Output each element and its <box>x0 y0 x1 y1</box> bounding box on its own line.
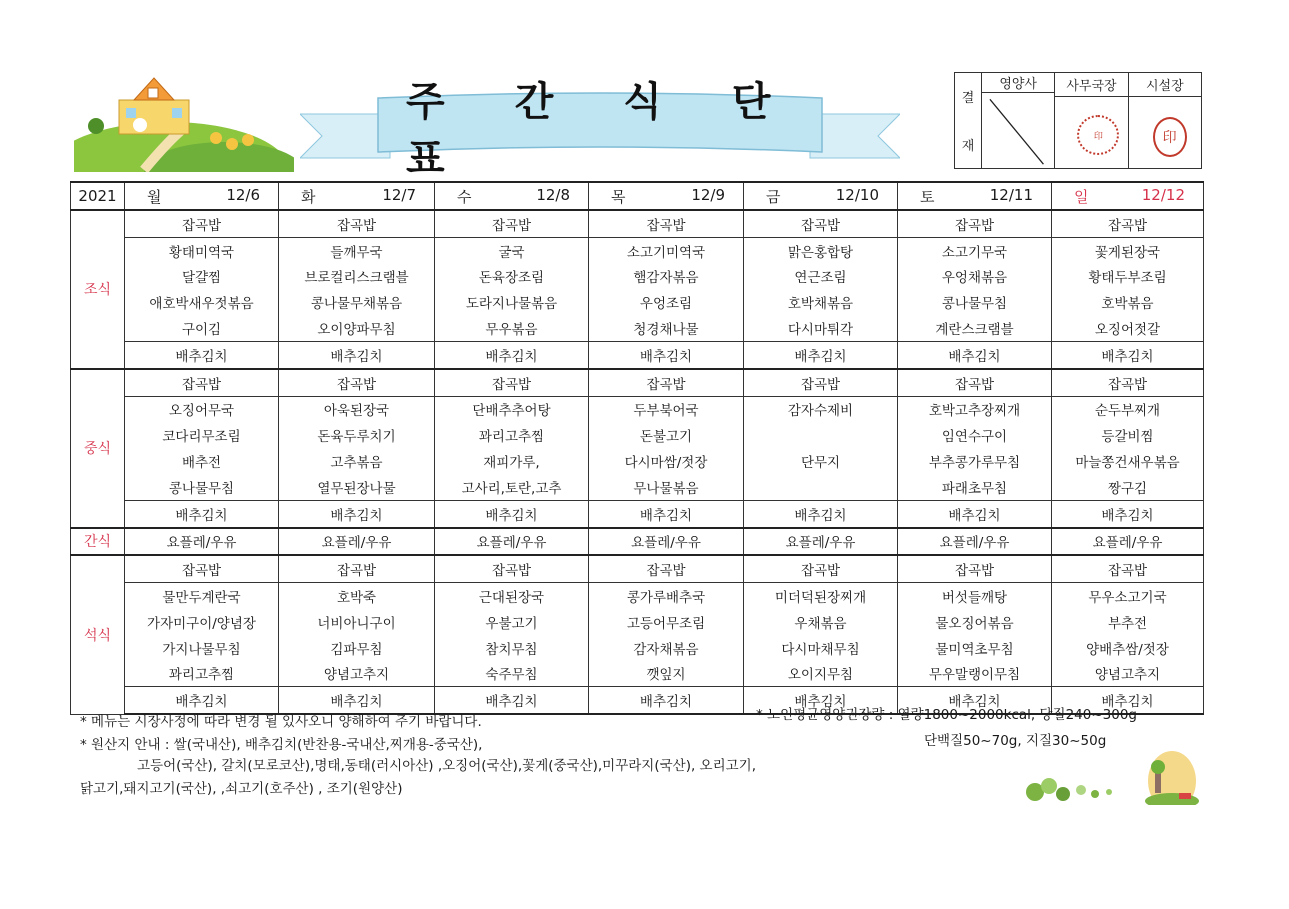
menu-cell: 콩나물무채볶음 <box>279 289 435 315</box>
menu-cell: 두부북어국 <box>589 396 744 422</box>
menu-cell: 짱구김 <box>1052 474 1204 500</box>
menu-cell: 돈육두루치기 <box>279 422 435 448</box>
menu-cell: 요플레/우유 <box>744 528 898 556</box>
menu-cell: 무나물볶음 <box>589 474 744 500</box>
menu-cell: 배추김치 <box>1052 500 1204 527</box>
menu-cell: 참치무침 <box>435 635 589 661</box>
menu-cell: 돈불고기 <box>589 422 744 448</box>
menu-cell: 열무된장나물 <box>279 474 435 500</box>
menu-row <box>71 237 1204 263</box>
menu-row <box>71 528 1204 556</box>
menu-cell: 요플레/우유 <box>435 528 589 556</box>
menu-row <box>71 661 1204 687</box>
menu-cell: 배추김치 <box>279 341 435 368</box>
menu-row <box>71 422 1204 448</box>
menu-cell: 다시마쌈/젓장 <box>589 448 744 474</box>
origin-note-line2: 고등어(국산), 갈치(모로코산),명태,동태(러시아산) ,오징어(국산),꽃게(중국산),미꾸라지(국산), 오리고기, <box>137 758 757 774</box>
menu-cell: 무우소고기국 <box>1052 583 1204 609</box>
menu-cell: 잡곡밥 <box>589 210 744 237</box>
menu-cell: 요플레/우유 <box>1052 528 1204 556</box>
menu-cell: 오징어무국 <box>125 396 279 422</box>
day-name: 토 <box>920 187 935 206</box>
menu-cell: 배추전 <box>125 448 279 474</box>
menu-cell: 고등어무조림 <box>589 609 744 635</box>
menu-cell: 깻잎지 <box>589 661 744 687</box>
menu-cell: 청경채나물 <box>589 315 744 341</box>
red-seal-icon: 印 <box>1153 117 1187 157</box>
approval-label-bottom: 재 <box>961 138 975 154</box>
day-date: 12/9 <box>691 185 725 204</box>
menu-row <box>71 448 1204 474</box>
menu-row <box>71 341 1204 368</box>
menu-cell: 잡곡밥 <box>1052 555 1204 582</box>
menu-cell: 잡곡밥 <box>589 369 744 396</box>
menu-cell: 잡곡밥 <box>435 369 589 396</box>
menu-cell: 맑은홍합탕 <box>744 237 898 263</box>
menu-cell: 잡곡밥 <box>125 369 279 396</box>
menu-cell: 잡곡밥 <box>279 369 435 396</box>
day-name: 화 <box>301 187 316 206</box>
menu-cell: 무우볶음 <box>435 315 589 341</box>
menu-change-note: * 메뉴는 시장사정에 따라 변경 될 있사오니 양해하여 주기 바랍니다. <box>80 714 482 730</box>
menu-cell: 잡곡밥 <box>589 555 744 582</box>
menu-cell: 잡곡밥 <box>744 210 898 237</box>
menu-cell: 우엉채볶음 <box>898 264 1052 290</box>
menu-cell: 잡곡밥 <box>744 555 898 582</box>
menu-cell: 배추김치 <box>744 500 898 527</box>
day-date: 12/8 <box>536 185 570 204</box>
menu-cell: 파래초무침 <box>898 474 1052 500</box>
meal-label: 중식 <box>71 369 125 528</box>
menu-cell: 양념고추지 <box>1052 661 1204 687</box>
page-title: 주 간 식 단 표 <box>406 79 799 182</box>
menu-cell: 부추전 <box>1052 609 1204 635</box>
menu-cell: 돈육장조림 <box>435 264 589 290</box>
menu-cell: 배추김치 <box>1052 687 1204 714</box>
menu-cell: 배추김치 <box>279 500 435 527</box>
menu-cell: 달걀찜 <box>125 264 279 290</box>
menu-cell: 배추김치 <box>435 341 589 368</box>
menu-cell: 물오징어볶음 <box>898 609 1052 635</box>
menu-cell: 오이양파무침 <box>279 315 435 341</box>
approval-box <box>954 72 1202 169</box>
menu-cell: 황태두부조림 <box>1052 264 1204 290</box>
menu-cell: 굴국 <box>435 237 589 263</box>
menu-cell: 구이김 <box>125 315 279 341</box>
menu-cell: 우불고기 <box>435 609 589 635</box>
day-name: 목 <box>611 187 626 206</box>
menu-row <box>71 289 1204 315</box>
day-header <box>435 182 589 210</box>
hill-house-illustration <box>74 70 294 172</box>
menu-cell: 너비아니구이 <box>279 609 435 635</box>
menu-cell: 우채볶음 <box>744 609 898 635</box>
menu-cell: 배추김치 <box>589 500 744 527</box>
menu-cell: 소고기무국 <box>898 237 1052 263</box>
menu-row <box>71 396 1204 422</box>
day-name: 금 <box>766 187 781 206</box>
menu-row <box>71 555 1204 582</box>
day-name: 월 <box>147 187 162 206</box>
menu-cell: 양배추쌈/젓장 <box>1052 635 1204 661</box>
menu-cell: 배추김치 <box>435 687 589 714</box>
menu-cell: 버섯들깨탕 <box>898 583 1052 609</box>
menu-cell: 잡곡밥 <box>898 555 1052 582</box>
menu-row <box>71 369 1204 396</box>
menu-cell: 순두부찌개 <box>1052 396 1204 422</box>
approval-label-top: 결 <box>961 91 975 107</box>
menu-cell: 단무지 <box>744 448 898 474</box>
day-header <box>125 182 279 210</box>
menu-cell: 요플레/우유 <box>898 528 1052 556</box>
menu-row <box>71 474 1204 500</box>
menu-cell: 배추김치 <box>744 341 898 368</box>
menu-cell: 잡곡밥 <box>1052 210 1204 237</box>
menu-cell: 근대된장국 <box>435 583 589 609</box>
menu-cell: 콩가루배추국 <box>589 583 744 609</box>
menu-cell: 고사리,토란,고추 <box>435 474 589 500</box>
header-row <box>71 182 1204 210</box>
day-date: 12/7 <box>382 185 416 204</box>
tree-hill-decoration <box>1145 745 1200 805</box>
menu-cell: 부추콩가루무침 <box>898 448 1052 474</box>
leaves-decoration <box>1015 768 1125 808</box>
menu-cell <box>744 474 898 500</box>
menu-cell: 마늘쫑건새우볶음 <box>1052 448 1204 474</box>
meal-label: 석식 <box>71 555 125 714</box>
menu-cell: 호박고추장찌개 <box>898 396 1052 422</box>
menu-cell: 배추김치 <box>589 341 744 368</box>
menu-cell: 재피가루, <box>435 448 589 474</box>
menu-cell: 도라지나물볶음 <box>435 289 589 315</box>
menu-cell: 계란스크램블 <box>898 315 1052 341</box>
menu-cell: 다시마튀각 <box>744 315 898 341</box>
day-date: 12/6 <box>226 185 260 204</box>
menu-row <box>71 583 1204 609</box>
menu-cell: 햄감자볶음 <box>589 264 744 290</box>
origin-note-line1: * 원산지 안내 : 쌀(국내산), 배추김치(반찬용-국내산,찌개용-중국산), <box>80 737 483 753</box>
menu-cell: 배추김치 <box>435 500 589 527</box>
menu-cell: 미더덕된장찌개 <box>744 583 898 609</box>
approval-signature-slash <box>982 93 1054 168</box>
menu-cell: 감자채볶음 <box>589 635 744 661</box>
menu-cell: 등갈비찜 <box>1052 422 1204 448</box>
menu-cell: 호박볶음 <box>1052 289 1204 315</box>
year-cell: 2021 <box>71 182 125 210</box>
menu-cell: 가자미구이/양념장 <box>125 609 279 635</box>
menu-row <box>71 500 1204 527</box>
approval-col-director <box>1129 73 1201 168</box>
menu-cell: 다시마채무침 <box>744 635 898 661</box>
menu-cell: 양념고추지 <box>279 661 435 687</box>
menu-cell: 단배추추어탕 <box>435 396 589 422</box>
menu-cell: 배추김치 <box>1052 341 1204 368</box>
menu-cell: 코다리무조림 <box>125 422 279 448</box>
menu-cell: 잡곡밥 <box>279 210 435 237</box>
red-stamp-icon: 印 <box>1077 115 1119 155</box>
menu-cell: 애호박새우젓볶음 <box>125 289 279 315</box>
day-header <box>279 182 435 210</box>
menu-row <box>71 210 1204 237</box>
meal-label: 조식 <box>71 210 125 369</box>
menu-cell: 잡곡밥 <box>279 555 435 582</box>
day-name: 수 <box>457 187 472 206</box>
day-header <box>1052 182 1204 210</box>
menu-cell: 잡곡밥 <box>435 555 589 582</box>
menu-cell: 요플레/우유 <box>279 528 435 556</box>
menu-cell: 호박죽 <box>279 583 435 609</box>
menu-cell: 임연수구이 <box>898 422 1052 448</box>
menu-cell: 잡곡밥 <box>125 555 279 582</box>
menu-cell: 오징어젓갈 <box>1052 315 1204 341</box>
menu-cell: 배추김치 <box>898 500 1052 527</box>
menu-cell: 꽈리고추찜 <box>125 661 279 687</box>
menu-cell: 배추김치 <box>125 687 279 714</box>
menu-cell: 잡곡밥 <box>1052 369 1204 396</box>
menu-cell: 배추김치 <box>125 341 279 368</box>
menu-cell: 브로컬리스크램블 <box>279 264 435 290</box>
menu-cell: 배추김치 <box>898 341 1052 368</box>
menu-cell: 가지나물무침 <box>125 635 279 661</box>
menu-cell: 꽃게된장국 <box>1052 237 1204 263</box>
menu-cell: 아욱된장국 <box>279 396 435 422</box>
menu-cell: 물만두계란국 <box>125 583 279 609</box>
approval-role: 사무국장 <box>1055 73 1127 97</box>
meal-label: 간식 <box>71 528 125 556</box>
approval-caption <box>955 73 982 168</box>
menu-cell: 콩나물무침 <box>125 474 279 500</box>
menu-cell: 무우말랭이무침 <box>898 661 1052 687</box>
menu-cell: 들깨무국 <box>279 237 435 263</box>
day-header <box>744 182 898 210</box>
menu-cell: 요플레/우유 <box>125 528 279 556</box>
menu-cell: 잡곡밥 <box>435 210 589 237</box>
menu-cell: 김파무침 <box>279 635 435 661</box>
menu-cell: 소고기미역국 <box>589 237 744 263</box>
menu-cell: 물미역초무침 <box>898 635 1052 661</box>
menu-cell: 요플레/우유 <box>589 528 744 556</box>
menu-cell: 감자수제비 <box>744 396 898 422</box>
menu-cell: 호박채볶음 <box>744 289 898 315</box>
approval-col-office <box>1055 73 1128 168</box>
menu-cell: 숙주무침 <box>435 661 589 687</box>
day-name: 일 <box>1074 187 1089 206</box>
nutrition-note-line2: 단백질50~70g, 지질30~50g <box>924 733 1107 749</box>
menu-cell: 잡곡밥 <box>898 369 1052 396</box>
menu-cell: 잡곡밥 <box>744 369 898 396</box>
menu-cell <box>744 422 898 448</box>
menu-cell: 황태미역국 <box>125 237 279 263</box>
menu-cell: 연근조림 <box>744 264 898 290</box>
day-date: 12/10 <box>835 185 879 204</box>
menu-cell: 잡곡밥 <box>898 210 1052 237</box>
day-date: 12/11 <box>989 185 1033 204</box>
approval-col-nutritionist <box>982 73 1055 168</box>
nutrition-note-line1: * 노인평균영양권장량 : 열량1800~2000kcal, 당질240~300g <box>756 707 1137 723</box>
menu-cell: 오이지무침 <box>744 661 898 687</box>
menu-cell: 배추김치 <box>279 687 435 714</box>
menu-row <box>71 315 1204 341</box>
day-header <box>898 182 1052 210</box>
day-header <box>589 182 744 210</box>
approval-role: 시설장 <box>1129 73 1201 97</box>
weekly-menu-table <box>70 181 1204 715</box>
menu-cell: 잡곡밥 <box>125 210 279 237</box>
menu-row <box>71 264 1204 290</box>
menu-cell: 콩나물무침 <box>898 289 1052 315</box>
menu-cell: 배추김치 <box>744 687 898 714</box>
menu-row <box>71 635 1204 661</box>
menu-cell: 배추김치 <box>589 687 744 714</box>
menu-cell: 고추볶음 <box>279 448 435 474</box>
menu-cell: 우엉조림 <box>589 289 744 315</box>
menu-cell: 배추김치 <box>898 687 1052 714</box>
approval-role: 영양사 <box>982 73 1054 93</box>
menu-cell: 꽈리고추찜 <box>435 422 589 448</box>
origin-note-line3: 닭고기,돼지고기(국산), ,쇠고기(호주산) , 조기(원양산) <box>80 781 403 797</box>
menu-cell: 배추김치 <box>125 500 279 527</box>
day-date: 12/12 <box>1141 185 1185 204</box>
menu-row <box>71 609 1204 635</box>
